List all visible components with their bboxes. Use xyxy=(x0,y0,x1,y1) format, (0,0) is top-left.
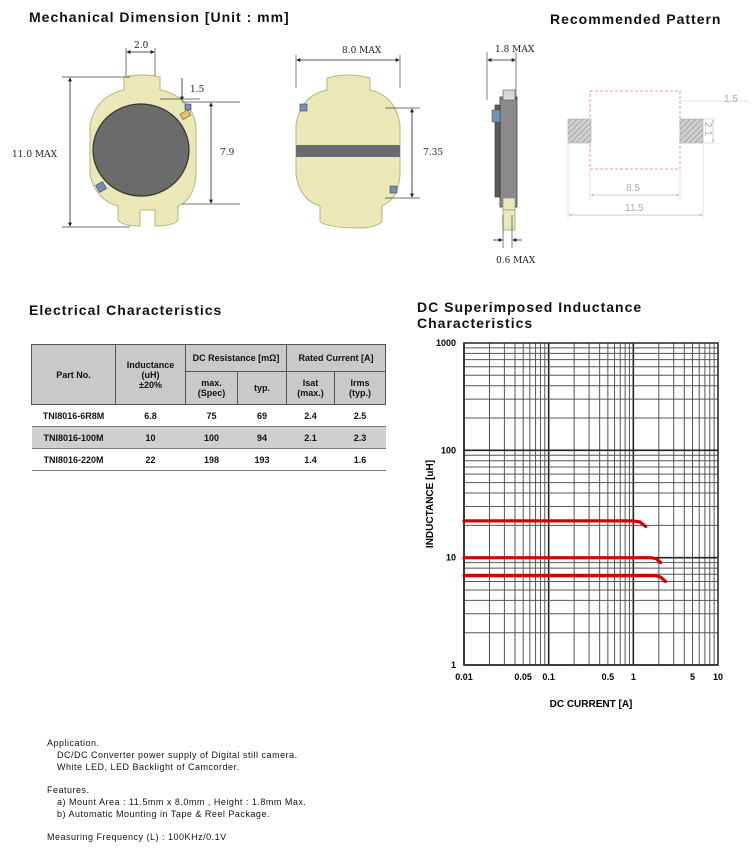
electrical-characteristics-table xyxy=(31,344,386,471)
application-line: White LED, LED Backlight of Camcorder. xyxy=(57,762,240,772)
y-tick-labels xyxy=(436,338,456,670)
header-inductance: Inductance (uH) ±20% xyxy=(116,345,186,405)
y-tick-label: 10 xyxy=(445,552,456,563)
x-axis-label: DC CURRENT [A] xyxy=(549,699,633,710)
header-dc-resistance: DC Resistance [mΩ] xyxy=(186,345,287,372)
cell-dcr-typ: 94 xyxy=(238,427,287,449)
cell-inductance: 22 xyxy=(116,449,186,471)
x-tick-label: 0.1 xyxy=(542,672,555,682)
feature-line: a) Mount Area : 11.5mm x 8.0mm , Height : 1.8mm Max. xyxy=(57,797,307,807)
cell-dcr-max: 75 xyxy=(186,405,238,427)
series-line-2 xyxy=(464,576,666,582)
x-tick-label: 0.5 xyxy=(601,672,615,682)
cell-isat: 1.4 xyxy=(287,449,335,471)
cell-irms: 1.6 xyxy=(335,449,386,471)
feature-line: b) Automatic Mounting in Tape & Reel Package. xyxy=(57,809,270,819)
pattern-inner-dim: 8.5 xyxy=(626,183,640,194)
chart-grid xyxy=(464,343,718,665)
table-row xyxy=(32,405,386,427)
pattern-pad-w-dim: 2.1 xyxy=(702,122,713,136)
x-tick-label: 1 xyxy=(630,672,636,682)
dim-thickness-max: 1.8 MAX xyxy=(495,45,535,55)
mechanical-dimension-heading: Mechanical Dimension [Unit : mm] xyxy=(29,9,290,25)
x-tick-label: 0.05 xyxy=(514,672,532,682)
x-tick-label: 5 xyxy=(690,672,696,682)
recommended-pattern-heading: Recommended Pattern xyxy=(550,11,722,27)
table-row xyxy=(32,449,386,471)
cell-dcr-typ: 193 xyxy=(238,449,287,471)
application-title: Application. xyxy=(47,738,100,748)
cell-dcr-max: 198 xyxy=(186,449,238,471)
series-line-1 xyxy=(464,558,661,563)
header-isat: Isat (max.) xyxy=(287,372,335,405)
dim-tab: 1.5 xyxy=(190,85,205,95)
cell-dcr-typ: 69 xyxy=(238,405,287,427)
y-axis-label: INDUCTANCE [uH] xyxy=(425,459,436,549)
header-irms: Irms (typ.) xyxy=(335,372,386,405)
electrical-characteristics-heading: Electrical Characteristics xyxy=(29,302,223,318)
cell-irms: 2.5 xyxy=(335,405,386,427)
table-row xyxy=(32,427,386,449)
cell-part: TNI8016-100M xyxy=(32,427,116,449)
side-view xyxy=(487,45,536,266)
y-tick-label: 1 xyxy=(450,660,456,670)
header-rated-current: Rated Current [A] xyxy=(287,345,386,372)
bottom-view xyxy=(296,46,443,228)
header-dcr-typ: typ. xyxy=(238,372,287,405)
cell-part: TNI8016-6R8M xyxy=(32,405,116,427)
dim-height-max: 11.0 MAX xyxy=(12,150,58,160)
x-tick-labels xyxy=(455,672,723,682)
dim-lead-max: 0.6 MAX xyxy=(496,256,536,266)
header-dcr-max: max. (Spec) xyxy=(186,372,238,405)
dim-side-height: 7.35 xyxy=(423,148,444,158)
features-title: Features. xyxy=(47,785,90,795)
chart-series-layer xyxy=(464,521,666,582)
header-part-no: Part No. xyxy=(32,345,116,405)
cell-inductance: 10 xyxy=(116,427,186,449)
cell-inductance: 6.8 xyxy=(116,405,186,427)
cell-dcr-max: 100 xyxy=(186,427,238,449)
measuring-frequency: Measuring Frequency (L) : 100KHz/0.1V xyxy=(47,832,227,842)
pattern-pad-h-dim: 1.5 xyxy=(724,94,738,105)
dc-superimposed-chart xyxy=(410,330,753,715)
y-tick-label: 1000 xyxy=(435,338,456,348)
application-line: DC/DC Converter power supply of Digital still camera. xyxy=(57,750,298,760)
cell-isat: 2.1 xyxy=(287,427,335,449)
cell-part: TNI8016-220M xyxy=(32,449,116,471)
x-tick-label: 0.01 xyxy=(455,672,473,682)
notes-section xyxy=(47,737,306,843)
dim-inner-height: 7.9 xyxy=(220,148,235,158)
dc-chart-heading: DC Superimposed Inductance Characteristics xyxy=(417,299,643,331)
pattern-outer-dim: 11.5 xyxy=(625,203,644,214)
top-view xyxy=(12,41,240,227)
mechanical-drawing xyxy=(0,30,560,275)
plot-frame xyxy=(464,343,718,665)
dim-width-max: 8.0 MAX xyxy=(342,46,382,56)
dim-width-top: 2.0 xyxy=(134,41,149,51)
x-tick-label: 10 xyxy=(712,672,724,682)
cell-isat: 2.4 xyxy=(287,405,335,427)
recommended-pattern-drawing xyxy=(560,80,753,225)
cell-irms: 2.3 xyxy=(335,427,386,449)
y-tick-label: 100 xyxy=(440,445,456,456)
